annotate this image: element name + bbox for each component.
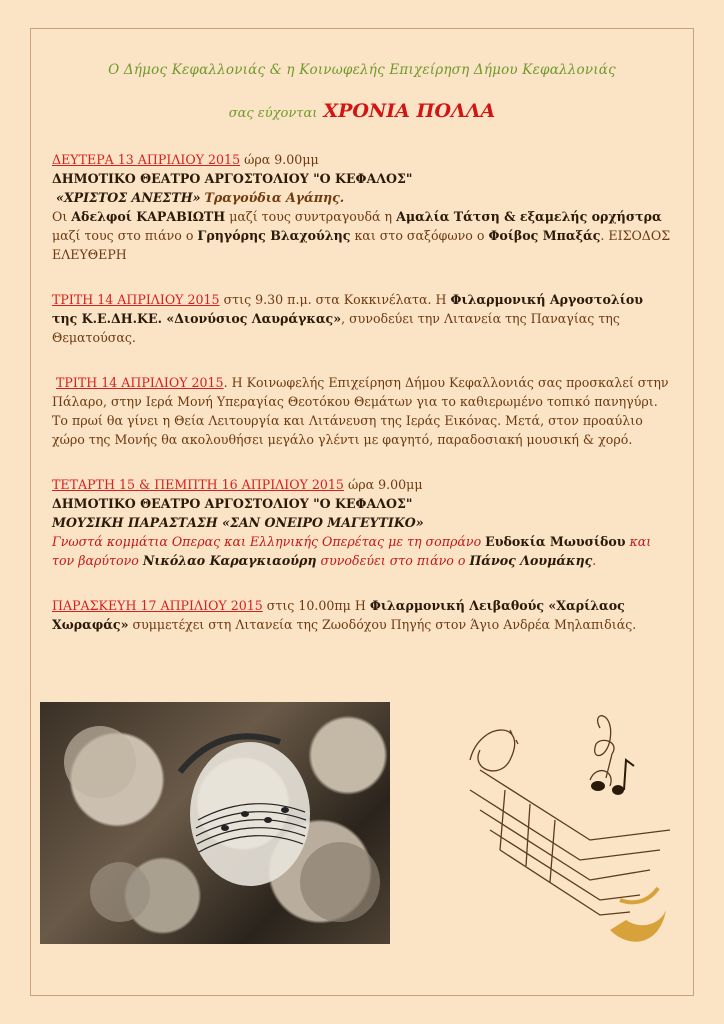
header-greeting xyxy=(0,100,724,122)
event-text: μαζί τους συντραγουδά η xyxy=(225,209,397,224)
event-date: ΔΕΥΤΕΡΑ 13 ΑΠΡΙΛΙΟΥ 2015 xyxy=(52,152,241,167)
event-text: , συνοδεύει την Λιτανεία της Παναγίας της Θεματούσας. xyxy=(52,311,620,345)
easter-eggs-photo xyxy=(40,702,390,944)
event-text: συνοδεύει στο πιάνο ο xyxy=(316,553,470,568)
event-2 xyxy=(52,290,672,347)
decorated-egg-illustration xyxy=(40,702,390,944)
event-text: . Η Κοινωφελής Επιχείρηση Δήμου Κεφαλλονιάς σας προσκαλεί στην Πάλαρο, στην Ιερά Μονή Υπεραγίας Θεοτόκου Θεμάτων για το καθιερωμένο τοπικό πανηγύρι. Το πρωί θα γίνει η Θεία Λειτουργία και Λιτάνευση της Ιεράς Εικόνας. Μετά, στον προαύλιο χώρο της Μονής θα ακολουθήσει μεγάλο γλέντι με φαγητό, παραδοσιακή μουσική & χορό. xyxy=(52,375,669,447)
header-line: Ο Δήμος Κεφαλλονιάς & η Κοινωφελής Επιχείρηση Δήμου Κεφαλλονιάς xyxy=(108,62,616,78)
event-text: Οι xyxy=(52,209,72,224)
event-4 xyxy=(52,475,672,570)
event-performers: Αδελφοί ΚΑΡΑΒΙΩΤΗ xyxy=(71,209,226,224)
event-text: μαζί τους στο πιάνο ο xyxy=(52,228,198,243)
event-pianist: Πάνος Λουμάκης xyxy=(469,553,593,568)
event-band: Φιλαρμονική Αργοστολίου της Κ.Ε.ΔΗ.ΚΕ. «Διονύσιος Λαυράγκας» xyxy=(52,292,643,326)
event-1 xyxy=(52,150,672,264)
event-text: στις 9.30 π.μ. στα Κοκκινέλατα. Η xyxy=(219,292,451,307)
event-text: στις 10.00πμ Η xyxy=(262,598,370,613)
event-text: . ΕΙΣΟΔΟΣ ΕΛΕΥΘΕΡΗ xyxy=(52,228,671,262)
event-date: ΤΡΙΤΗ 14 ΑΠΡΙΛΙΟΥ 2015 xyxy=(56,375,224,390)
event-text: και τον βαρύτονο xyxy=(52,534,652,568)
event-title: ΜΟΥΣΙΚΗ ΠΑΡΑΣΤΑΣΗ «ΣΑΝ ΟΝΕΙΡΟ ΜΑΓΕΥΤΙΚΟ» xyxy=(52,515,424,530)
event-baritone: Νικόλαο Καραγκιαούρη xyxy=(142,553,317,568)
event-pianist: Γρηγόρης Βλαχούλης xyxy=(197,228,351,243)
event-date: ΤΡΙΤΗ 14 ΑΠΡΙΛΙΟΥ 2015 xyxy=(52,292,220,307)
event-venue: ΔΗΜΟΤΙΚΟ ΘΕΑΤΡΟ ΑΡΓΟΣΤΟΛΙΟΥ "Ο ΚΕΦΑΛΟΣ" xyxy=(52,496,413,511)
event-3 xyxy=(52,373,672,449)
event-5 xyxy=(52,596,672,634)
event-venue: ΔΗΜΟΤΙΚΟ ΘΕΑΤΡΟ ΑΡΓΟΣΤΟΛΙΟΥ "Ο ΚΕΦΑΛΟΣ" xyxy=(52,171,413,186)
event-singer: Αμαλία Τάτση & εξαμελής ορχήστρα xyxy=(396,209,662,224)
greeting-highlight: ΧΡΟΝΙΑ ΠΟΛΛΑ xyxy=(323,100,496,122)
event-band: Φιλαρμονική Λειβαθούς «Χαρίλαος Χωραφάς» xyxy=(52,598,625,632)
event-text: συμμετέχει στη Λιτανεία της Ζωοδόχου Πηγής στον Άγιο Ανδρέα Μηλαπιδιάς. xyxy=(128,617,637,632)
event-text: . xyxy=(592,553,597,568)
event-date: ΠΑΡΑΣΚΕΥΗ 17 ΑΠΡΙΛΙΟΥ 2015 xyxy=(52,598,263,613)
event-time: ώρα 9.00μμ xyxy=(343,477,423,492)
event-soprano: Ευδοκία Μωυσίδου xyxy=(485,534,626,549)
music-notes-illustration xyxy=(440,700,680,980)
event-time: ώρα 9.00μμ xyxy=(240,152,319,167)
event-title: «ΧΡΙΣΤΟΣ ΑΝΕΣΤΗ» xyxy=(56,190,201,205)
event-text: Γνωστά κομμάτια Οπερας και Ελληνικής Οπερέτας με τη σοπράνο xyxy=(52,534,486,549)
event-date: ΤΕΤΑΡΤΗ 15 & ΠΕΜΠΤΗ 16 ΑΠΡΙΛΙΟΥ 2015 xyxy=(52,477,344,492)
event-text: και στο σαξόφωνο ο xyxy=(350,228,489,243)
events-list xyxy=(52,150,672,634)
event-sax: Φοίβος Μπαξάς xyxy=(488,228,601,243)
greeting-prefix: σας εύχονται xyxy=(228,106,318,121)
event-subtitle: Τραγούδια Αγάπης. xyxy=(204,190,345,205)
